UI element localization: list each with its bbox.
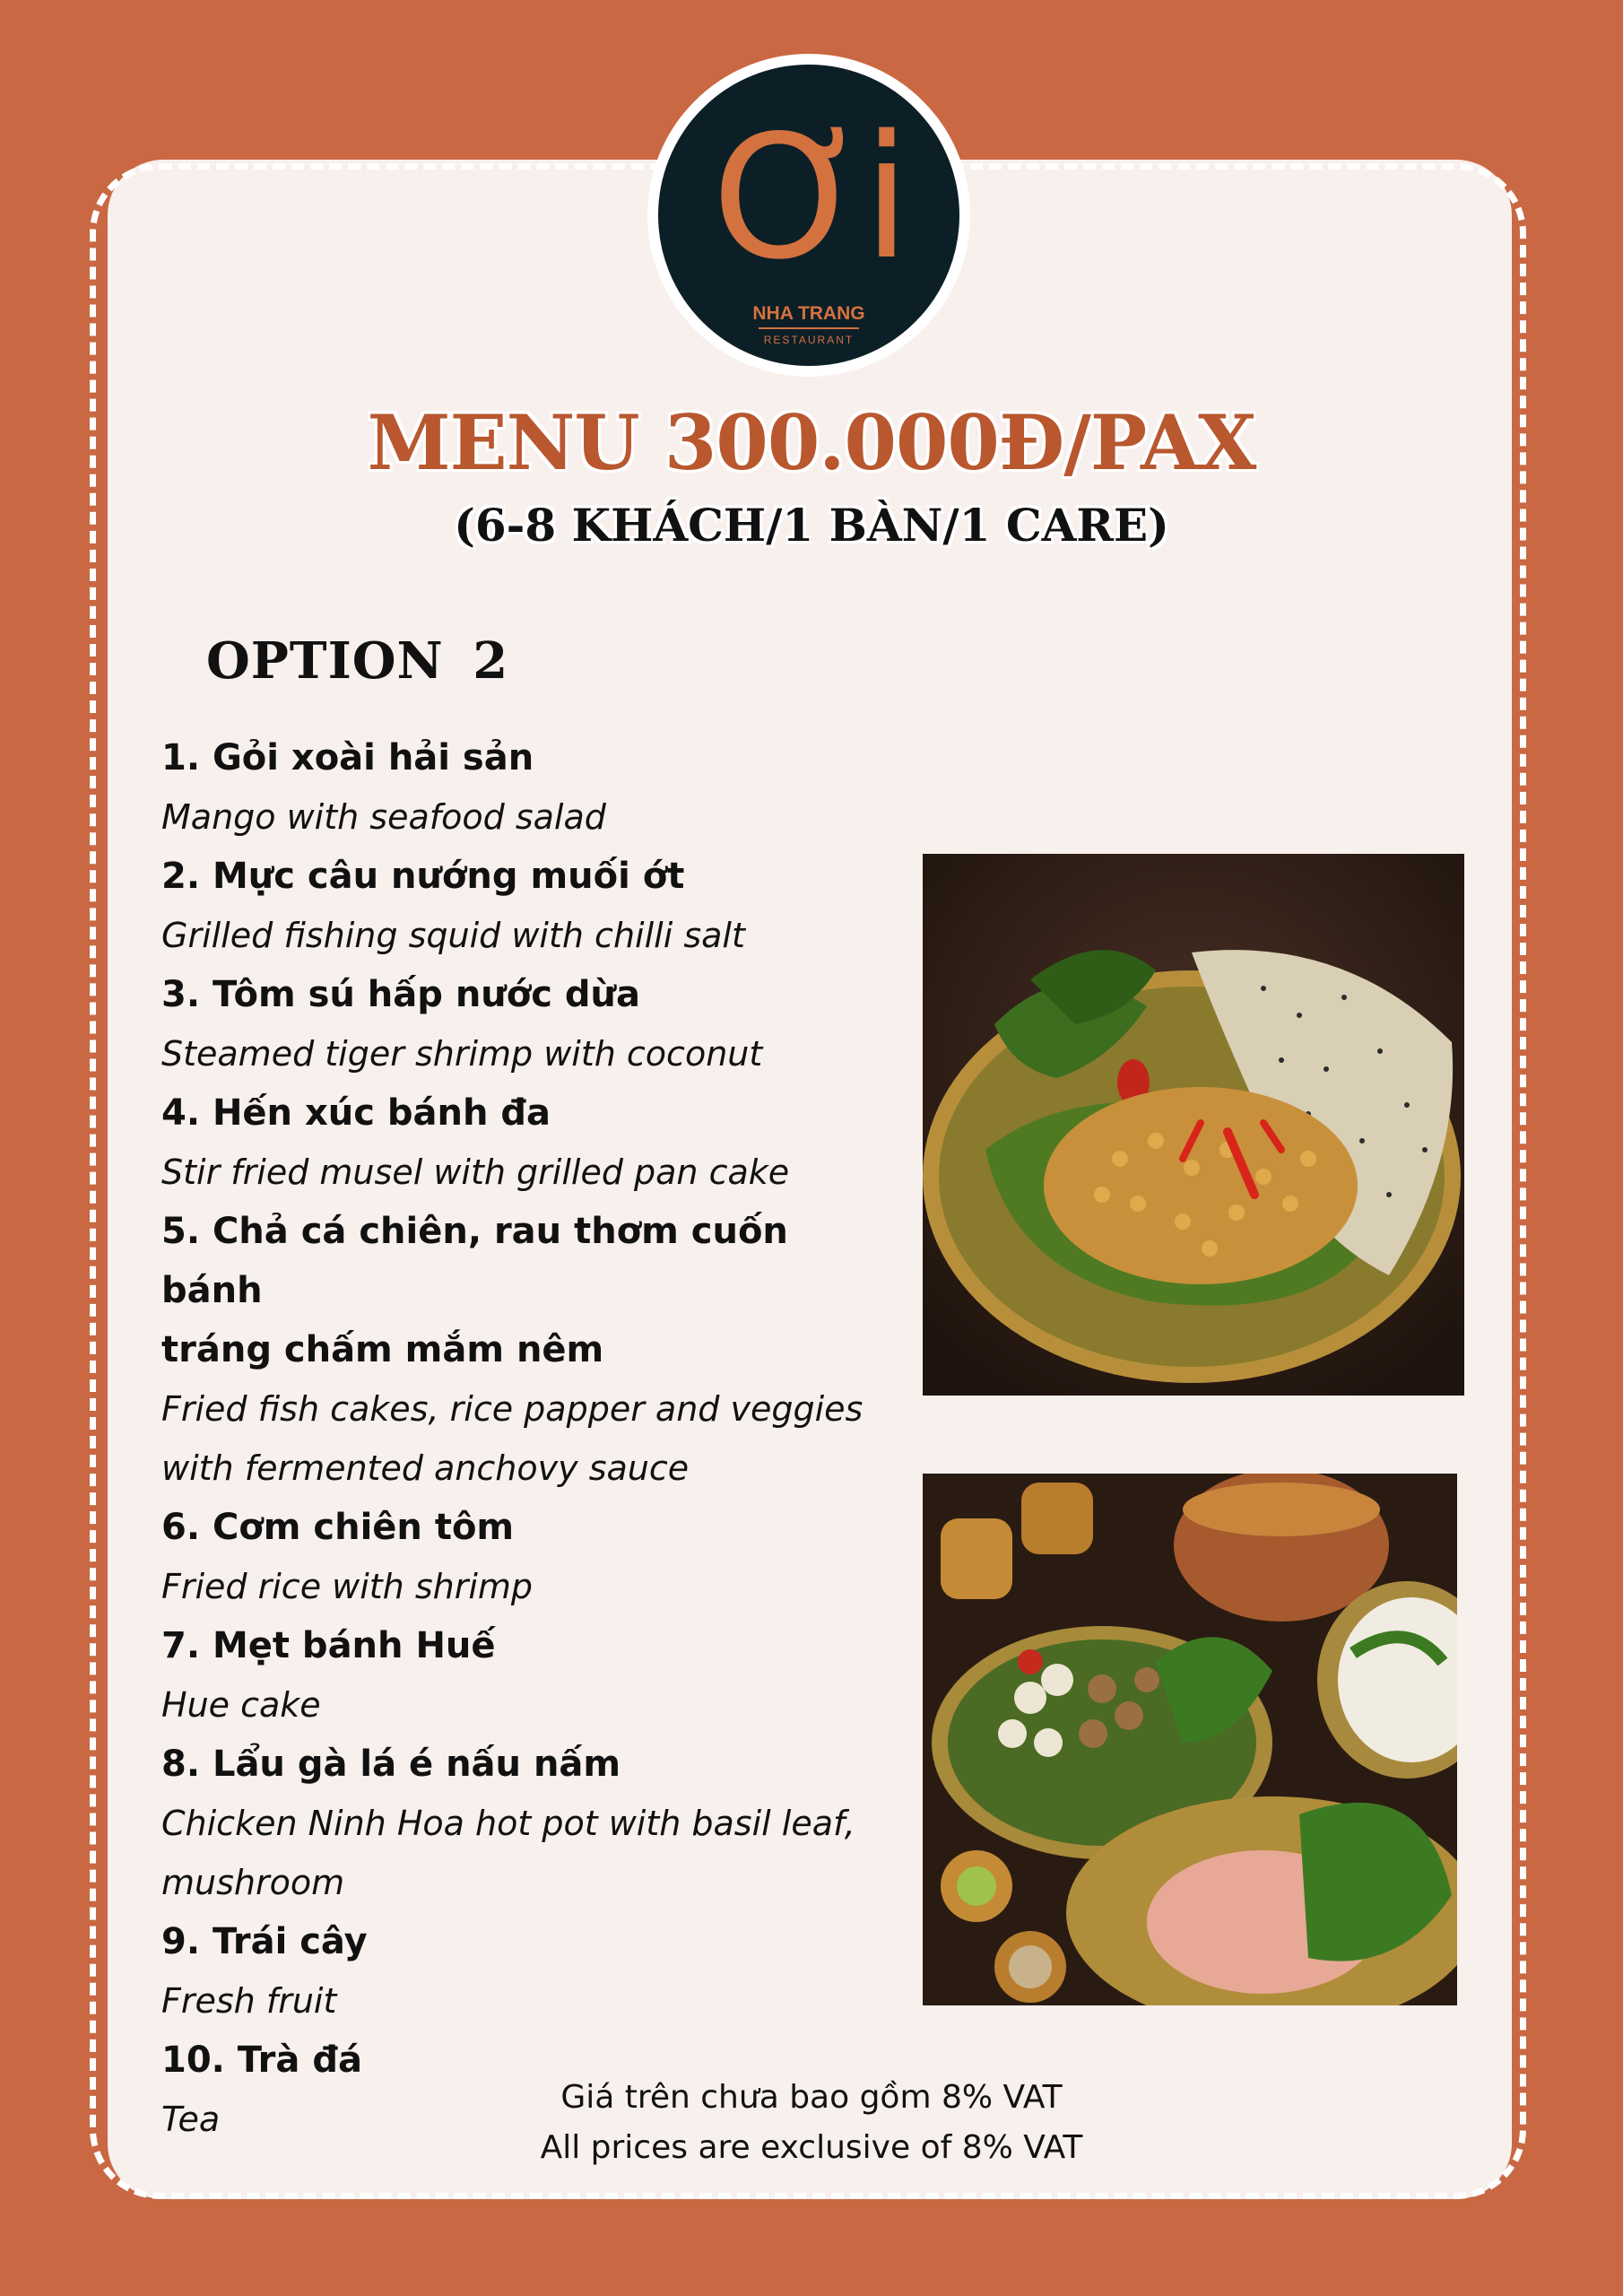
- dish-name-vn: 8. Lẩu gà lá é nấu nấm: [161, 1744, 621, 1785]
- dish-name-vn: 10. Trà đá: [161, 2039, 362, 2081]
- dish-name-en: Tea: [161, 2100, 221, 2139]
- dish-name-vn: 1. Gỏi xoài hải sản: [161, 737, 534, 778]
- dish-name-en: Hue cake: [161, 1685, 321, 1725]
- dish-name-vn: tráng chấm mắm nêm: [161, 1329, 604, 1370]
- dish-name-en: Mango with seafood salad: [161, 797, 606, 837]
- dish-photo-squid-illustration: [923, 854, 1464, 1396]
- menu-subtitle: (6-8 KHÁCH/1 BÀN/1 CARE): [454, 499, 1169, 552]
- dish-name-vn: 2. Mực câu nướng muối ớt: [161, 856, 685, 897]
- logo-mark: Ơi: [712, 99, 906, 297]
- menu-list: [161, 728, 897, 2149]
- menu-item: [161, 1912, 897, 2031]
- option-label: OPTION 2: [206, 631, 509, 691]
- menu-item: [161, 1202, 897, 1498]
- dish-name-vn: 4. Hến xúc bánh đa: [161, 1092, 551, 1134]
- vat-note-vn: Giá trên chưa bao gồm 8% VAT: [560, 2079, 1063, 2116]
- dish-name-en: mushroom: [161, 1863, 345, 1902]
- dish-name-en: Steamed tiger shrimp with coconut: [161, 1034, 763, 1074]
- dish-name-vn: 3. Tôm sú hấp nước dừa: [161, 974, 640, 1015]
- menu-item: [161, 1616, 897, 1735]
- dish-name-en: Fresh fruit: [161, 1981, 337, 2021]
- dish-name-en: Stir fried musel with grilled pan cake: [161, 1152, 790, 1192]
- logo-divider: [759, 327, 859, 329]
- dish-name-vn: 9. Trái cây: [161, 1921, 368, 1962]
- menu-item: [161, 847, 897, 965]
- dish-name-en: Chicken Ninh Hoa hot pot with basil leaf,: [161, 1804, 855, 1843]
- dish-name-en: Grilled fishing squid with chilli salt: [161, 916, 745, 955]
- menu-item: [161, 1735, 897, 1912]
- dish-photo-squid: [923, 854, 1464, 1396]
- dish-name-en: with fermented anchovy sauce: [161, 1448, 690, 1488]
- dish-name-vn: 6. Cơm chiên tôm: [161, 1507, 515, 1548]
- dish-name-en: Fried rice with shrimp: [161, 1567, 534, 1606]
- menu-item: [161, 728, 897, 847]
- dish-photo-hotpot-illustration: [923, 1474, 1457, 2005]
- dish-name-vn: 7. Mẹt bánh Huế: [161, 1625, 496, 1666]
- dish-name-vn: 5. Chả cá chiên, rau thơm cuốn bánh: [161, 1211, 788, 1311]
- menu-item: [161, 965, 897, 1083]
- logo-subtitle: RESTAURANT: [763, 334, 855, 346]
- vat-note-en: All prices are exclusive of 8% VAT: [540, 2129, 1083, 2166]
- menu-item: [161, 1083, 897, 1202]
- menu-title: MENU 300.000Đ/PAX: [367, 398, 1256, 487]
- dish-photo-hotpot: [923, 1474, 1457, 2005]
- logo-name: NHA TRANG: [752, 303, 865, 324]
- dish-name-en: Fried fish cakes, rice papper and veggies: [161, 1389, 864, 1429]
- menu-item: [161, 1498, 897, 1616]
- restaurant-logo: [647, 54, 970, 377]
